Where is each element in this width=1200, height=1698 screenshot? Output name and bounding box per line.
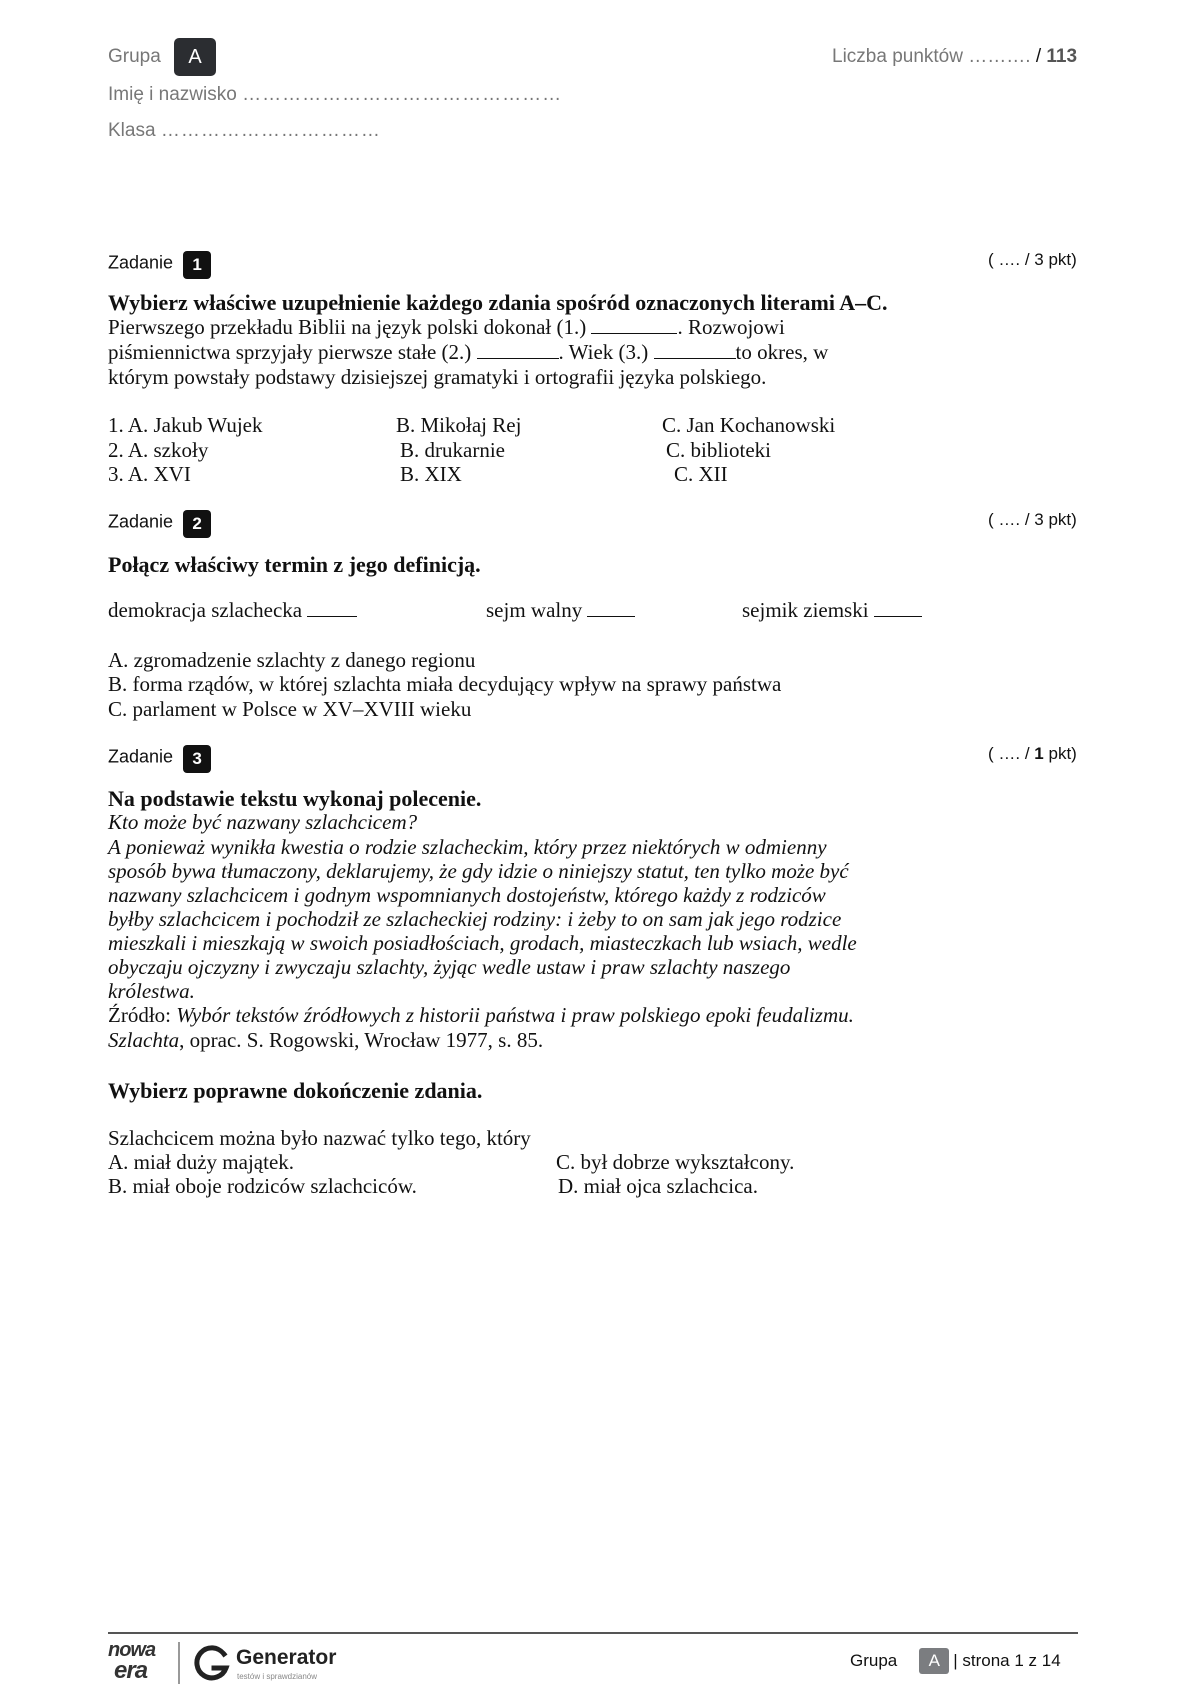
- option-b[interactable]: B. XIX: [400, 462, 462, 486]
- task-points: ( …. / 3 pkt): [988, 510, 1077, 529]
- logo-generator-text: Generator: [236, 1646, 337, 1669]
- group-badge: A: [174, 38, 216, 76]
- generator-g-icon: [192, 1644, 232, 1684]
- text-fragment: Pierwszego przekładu Biblii na język polski dokonał (1.): [108, 315, 587, 339]
- option-c[interactable]: C. Jan Kochanowski: [662, 413, 836, 437]
- source-line: obyczaju ojczyzny i zwyczaju szlachty, żyjąc wedle ustaw i praw szlachty naszego: [108, 955, 791, 979]
- option-a[interactable]: 1. A. Jakub Wujek: [108, 413, 263, 437]
- name-dots: …………………………………………: [242, 84, 563, 105]
- answer-blank[interactable]: [591, 315, 677, 334]
- score-label: [832, 46, 1077, 68]
- task-points: ( …. / 3 pkt): [988, 250, 1077, 269]
- task-number-badge: 3: [183, 745, 211, 773]
- class-dots: ……………………………: [160, 120, 381, 141]
- answer-option[interactable]: A. miał duży majątek.: [108, 1150, 295, 1174]
- source-line: mieszkali i mieszkają w swoich posiadłościach, grodach, miasteczkach lub wsiach, wedle: [108, 931, 857, 955]
- source-ref-prefix: Źródło:: [108, 1003, 171, 1027]
- task-points: [988, 744, 1077, 764]
- term-item: [486, 598, 635, 623]
- answer-blank[interactable]: [587, 598, 635, 617]
- generator-logo: [192, 1644, 342, 1688]
- task-number-badge: 1: [183, 251, 211, 279]
- points-value: 1: [1034, 744, 1044, 763]
- definition-item: C. parlament w Polsce w XV–XVIII wieku: [108, 697, 472, 721]
- text-fragment: to okres, w: [735, 340, 829, 364]
- option-a[interactable]: 3. A. XVI: [108, 462, 191, 486]
- text-fragment: . Rozwojowi: [677, 315, 785, 339]
- source-line: nazwany szlachcicem i godnym wspomnianych dostojeństw, którego każdy z rodziców: [108, 883, 826, 907]
- text-fragment: . Wiek (3.): [558, 340, 649, 364]
- source-ref-title2: Szlachta: [108, 1028, 180, 1052]
- logo-nowa: nowa: [108, 1639, 156, 1661]
- nowa-era-logo: [108, 1640, 168, 1688]
- source-line: królestwa.: [108, 979, 195, 1003]
- task-label: Zadanie: [108, 252, 174, 273]
- logo-divider: [178, 1642, 180, 1684]
- answer-blank[interactable]: [874, 598, 922, 617]
- answer-option[interactable]: C. był dobrze wykształcony.: [556, 1150, 795, 1174]
- task-2-header: [108, 510, 211, 538]
- source-ref-title: Wybór tekstów źródłowych z historii państwa i praw polskiego epoki feudalizmu.: [176, 1003, 854, 1027]
- footer-group-label: Grupa: [850, 1651, 898, 1670]
- term-label: sejm walny: [486, 598, 583, 622]
- task-label: Zadanie: [108, 511, 174, 532]
- text-fragment: piśmiennictwa sprzyjały pierwsze stałe (2.): [108, 340, 472, 364]
- option-c[interactable]: C. XII: [674, 462, 728, 486]
- option-b[interactable]: B. drukarnie: [400, 438, 505, 462]
- name-field[interactable]: [108, 84, 562, 106]
- term-label: demokracja szlachecka: [108, 598, 303, 622]
- option-b[interactable]: B. Mikołaj Rej: [396, 413, 522, 437]
- class-label: Klasa: [108, 120, 156, 141]
- source-title: Kto może być nazwany szlachcicem?: [108, 810, 418, 834]
- source-line: byłby szlachcicem i pochodził ze szlacheckiej rodziny: i żeby to on sam jak jego rodzice: [108, 907, 842, 931]
- source-line: sposób bywa tłumaczony, deklarujemy, że gdy idzie o niniejszy statut, ten tylko może być: [108, 859, 849, 883]
- term-item: [742, 598, 922, 623]
- footer-divider: [108, 1632, 1078, 1634]
- question-stem: Szlachcicem można było nazwać tylko tego, który: [108, 1126, 531, 1150]
- footer-page-info: [850, 1648, 1061, 1674]
- logo-era: era: [114, 1657, 148, 1684]
- term-label: sejmik ziemski: [742, 598, 869, 622]
- option-c[interactable]: C. biblioteki: [666, 438, 771, 462]
- name-label: Imię i nazwisko: [108, 84, 237, 105]
- source-ref-rest: , oprac. S. Rogowski, Wrocław 1977, s. 85.: [179, 1028, 544, 1052]
- task-command: Połącz właściwy termin z jego definicją.: [108, 552, 481, 577]
- answer-blank[interactable]: [307, 598, 357, 617]
- score-label-text: Liczba punktów ……….: [832, 46, 1031, 67]
- task-1-header: [108, 251, 211, 279]
- term-item: [108, 598, 357, 623]
- task-3-header: [108, 745, 211, 773]
- definition-item: A. zgromadzenie szlachty z danego regionu: [108, 648, 476, 672]
- points-suffix: pkt): [1048, 744, 1077, 763]
- task-number-badge: 2: [183, 510, 211, 538]
- task-command: Wybierz właściwe uzupełnienie każdego zdania spośród oznaczonych literami A–C.: [108, 290, 888, 315]
- answer-blank[interactable]: [654, 340, 736, 359]
- score-slash: /: [1035, 46, 1042, 67]
- points-prefix: ( …. /: [988, 744, 1030, 763]
- source-reference: [108, 1003, 854, 1028]
- task-text-line: [108, 315, 785, 340]
- source-reference-2: [108, 1028, 543, 1053]
- score-max: 113: [1046, 46, 1078, 67]
- definition-item: B. forma rządów, w której szlachta miała decydujący wpływ na sprawy państwa: [108, 672, 782, 696]
- task-command-2: Wybierz poprawne dokończenie zdania.: [108, 1078, 483, 1103]
- task-text-line: którym powstały podstawy dzisiejszej gramatyki i ortografii języka polskiego.: [108, 365, 767, 389]
- task-label: Zadanie: [108, 746, 174, 767]
- footer-page-number: | strona 1 z 14: [953, 1651, 1061, 1670]
- footer-group-badge: A: [919, 1648, 949, 1674]
- option-a[interactable]: 2. A. szkoły: [108, 438, 209, 462]
- task-command: Na podstawie tekstu wykonaj polecenie.: [108, 786, 482, 811]
- answer-blank[interactable]: [477, 340, 559, 359]
- logo-sub-text: testów i sprawdzianów: [237, 1672, 318, 1681]
- answer-option[interactable]: D. miał ojca szlachcica.: [558, 1174, 758, 1198]
- source-line: A ponieważ wynikła kwestia o rodzie szlacheckim, który przez niektórych w odmienny: [108, 835, 827, 859]
- group-label: Grupa: [108, 46, 161, 67]
- answer-option[interactable]: B. miał oboje rodziców szlachciców.: [108, 1174, 417, 1198]
- task-text-line: [108, 340, 828, 365]
- class-field[interactable]: [108, 120, 381, 142]
